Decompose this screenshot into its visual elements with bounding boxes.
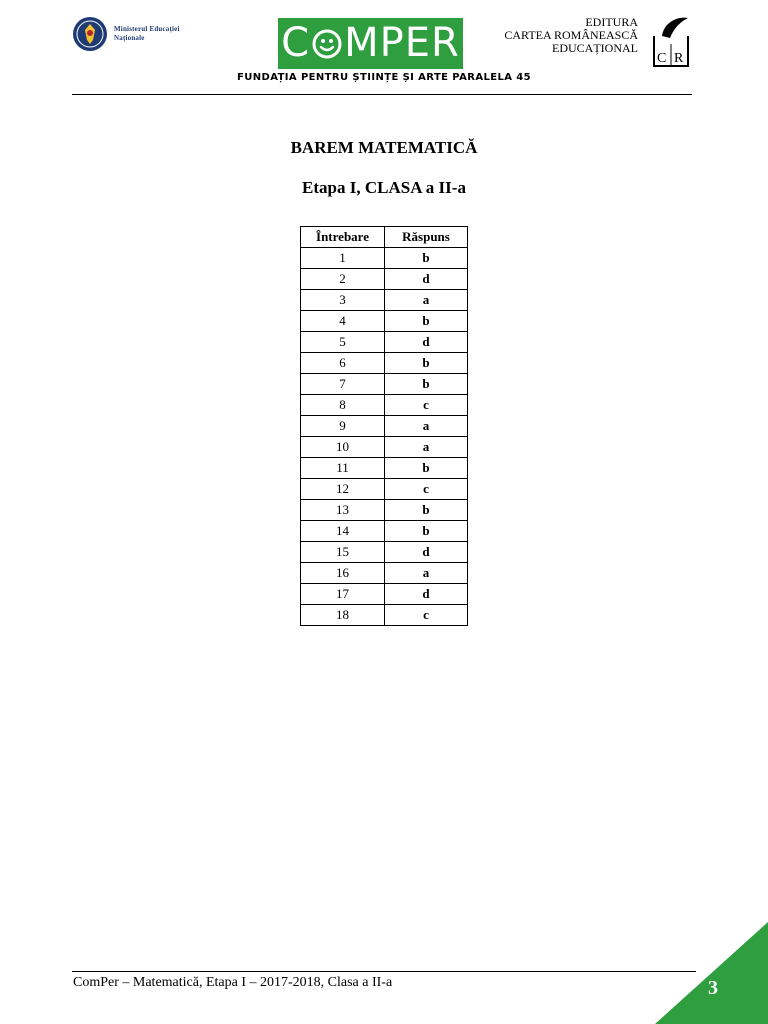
table-row: [301, 395, 468, 416]
answer-cell: b: [385, 248, 468, 269]
ministry-name-line2: Naționale: [114, 34, 145, 42]
table-row: [301, 311, 468, 332]
answer-cell: b: [385, 353, 468, 374]
answer-cell: b: [385, 311, 468, 332]
question-number-cell: 16: [301, 563, 385, 584]
question-number-cell: 4: [301, 311, 385, 332]
answer-cell: a: [385, 290, 468, 311]
answer-cell: b: [385, 374, 468, 395]
foundation-name: FUNDAȚIA PENTRU ȘTIINȚE ȘI ARTE PARALELA 45: [237, 72, 531, 83]
table-row: [301, 437, 468, 458]
question-number-cell: 14: [301, 521, 385, 542]
ministry-seal-icon: [72, 16, 108, 52]
table-row: [301, 374, 468, 395]
table-row: [301, 248, 468, 269]
answer-cell: b: [385, 521, 468, 542]
question-number-cell: 9: [301, 416, 385, 437]
question-number-cell: 6: [301, 353, 385, 374]
answer-cell: c: [385, 479, 468, 500]
question-number-cell: 15: [301, 542, 385, 563]
question-number-cell: 11: [301, 458, 385, 479]
page-corner-triangle: [655, 922, 768, 1024]
answer-cell: d: [385, 269, 468, 290]
publisher-line1: EDITURA: [585, 15, 638, 29]
answer-key-table: [300, 226, 468, 626]
answer-cell: b: [385, 458, 468, 479]
table-row: [301, 542, 468, 563]
brand-prefix: C: [281, 20, 311, 66]
table-row: [301, 269, 468, 290]
footer-divider: [72, 971, 696, 972]
table-row: [301, 353, 468, 374]
question-number-cell: 2: [301, 269, 385, 290]
table-row: [301, 332, 468, 353]
column-header-answer: Răspuns: [385, 227, 468, 248]
table-row: [301, 563, 468, 584]
table-row: [301, 290, 468, 311]
table-row: [301, 605, 468, 626]
comper-logo: [278, 18, 463, 69]
smiley-face-icon: [311, 28, 343, 60]
question-number-cell: 10: [301, 437, 385, 458]
ministry-name-line1: Ministerul Educației: [114, 25, 180, 33]
cr-publisher-logo: [648, 16, 692, 70]
answer-cell: d: [385, 332, 468, 353]
ministry-name: [114, 25, 180, 43]
answer-cell: c: [385, 605, 468, 626]
answer-cell: b: [385, 500, 468, 521]
question-number-cell: 5: [301, 332, 385, 353]
publisher-line3: EDUCAȚIONAL: [552, 41, 638, 55]
header-divider: [72, 94, 692, 95]
table-row: [301, 500, 468, 521]
svg-text:C: C: [657, 51, 667, 66]
answer-cell: a: [385, 416, 468, 437]
question-number-cell: 7: [301, 374, 385, 395]
question-number-cell: 12: [301, 479, 385, 500]
table-row: [301, 458, 468, 479]
svg-text:R: R: [674, 51, 684, 66]
brand-suffix: MPER: [344, 20, 460, 66]
question-number-cell: 18: [301, 605, 385, 626]
footer-text: ComPer – Matematică, Etapa I – 2017-2018, Clasa a II-a: [73, 975, 393, 990]
answer-cell: d: [385, 542, 468, 563]
ministry-logo: [72, 16, 180, 52]
table-row: [301, 479, 468, 500]
answer-cell: d: [385, 584, 468, 605]
question-number-cell: 8: [301, 395, 385, 416]
question-number-cell: 17: [301, 584, 385, 605]
column-header-question: Întrebare: [301, 227, 385, 248]
question-number-cell: 3: [301, 290, 385, 311]
answer-cell: c: [385, 395, 468, 416]
publisher-name: [504, 16, 638, 55]
page-number: 3: [708, 977, 718, 999]
answer-cell: a: [385, 563, 468, 584]
answer-cell: a: [385, 437, 468, 458]
question-number-cell: 13: [301, 500, 385, 521]
table-row: [301, 416, 468, 437]
table-row: [301, 584, 468, 605]
table-header-row: [301, 227, 468, 248]
document-subtitle: Etapa I, CLASA a II-a: [302, 178, 466, 197]
table-row: [301, 521, 468, 542]
document-title: BAREM MATEMATICĂ: [290, 138, 478, 157]
publisher-line2: CARTEA ROMÂNEASCĂ: [504, 28, 638, 42]
question-number-cell: 1: [301, 248, 385, 269]
